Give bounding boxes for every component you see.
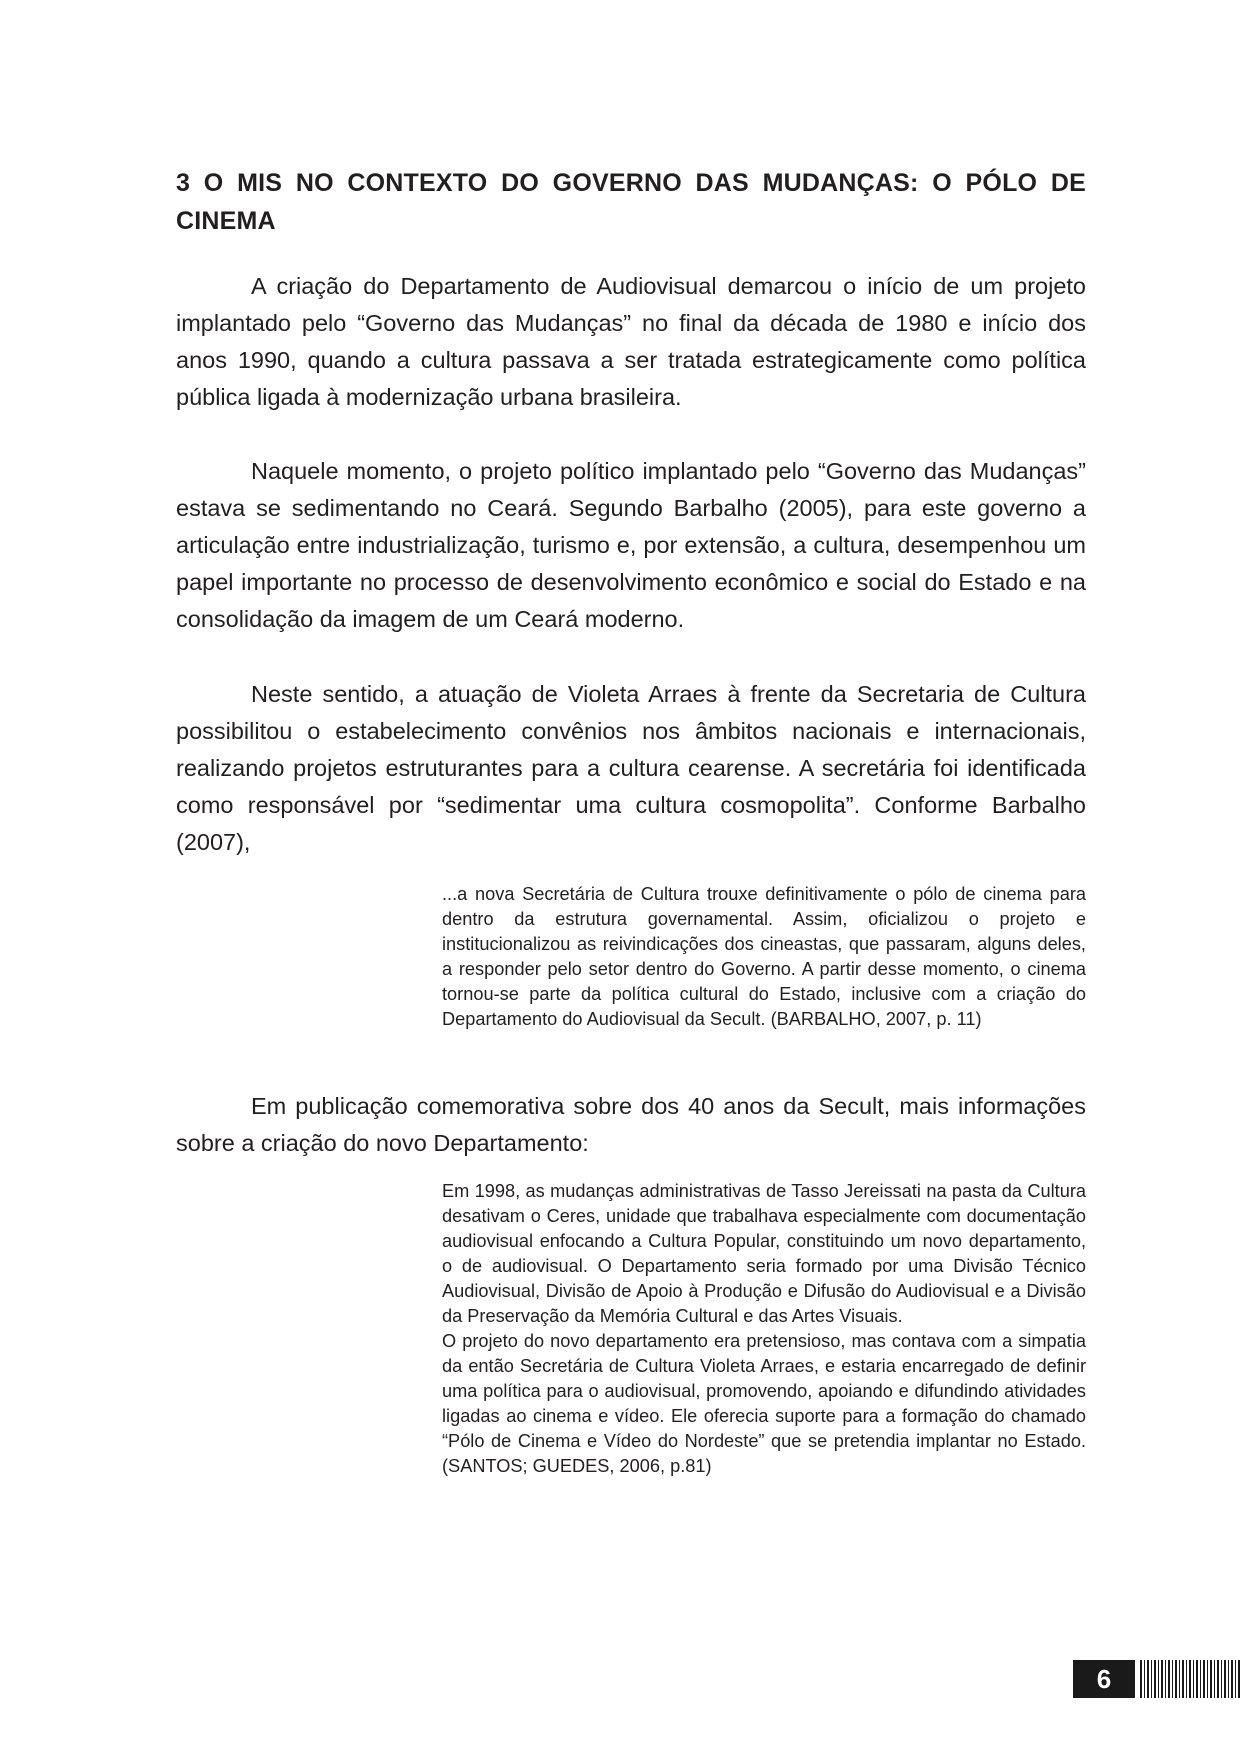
paragraph-1: A criação do Departamento de Audiovisual demarcou o início de um projeto implantado pelo “Governo das Mudanças” no final da década de 1980 e início dos anos 1990, quando a cultura passava a ser tratada estrategicamente como política pública ligada à modernização urbana brasileira. — [176, 273, 1086, 410]
section-heading: 3 O MIS NO CONTEXTO DO GOVERNO DAS MUDANÇAS: O PÓLO DE CINEMA — [176, 169, 1086, 235]
paragraph-4: Em publicação comemorativa sobre dos 40 anos da Secult, mais informações sobre a criação do novo Departamento: — [176, 1093, 1086, 1156]
paragraph-3: Neste sentido, a atuação de Violeta Arraes à frente da Secretaria de Cultura possibilitou o estabelecimento convênios nos âmbitos nacionais e internacionais, realizando projetos estruturantes para a cultura cearense. A secretária foi identificada como responsável por “sedimentar uma cultura cosmopolita”. Conforme Barbalho (2007), — [176, 681, 1086, 855]
barcode-decoration — [1138, 1660, 1241, 1698]
block-quote-2-text-b: O projeto do novo departamento era pretensioso, mas contava com a simpatia da então Secretária de Cultura Violeta Arraes, e estaria encarregado de definir uma política para o audiovisual, promovendo, apoiando e difundindo atividades ligadas ao cinema e vídeo. Ele oferecia suporte para a formação do chamado “Pólo de Cinema e Vídeo do Nordeste” que se pretendia implantar no Estado. (SANTOS; GUEDES, 2006, p.81) — [442, 1331, 1086, 1476]
page-number: 6 — [1073, 1660, 1135, 1698]
block-quote-2-text-a: Em 1998, as mudanças administrativas de Tasso Jereissati na pasta da Cultura desativam o Ceres, unidade que trabalhava especialmente com documentação audiovisual enfocando a Cultura Popular, constituindo um novo departamento, o de audiovisual. O Departamento seria formado por uma Divisão Técnico Audiovisual, Divisão de Apoio à Produção e Difusão do Audiovisual e a Divisão da Preservação da Memória Cultural e das Artes Visuais. — [442, 1181, 1086, 1326]
paragraph-2: Naquele momento, o projeto político implantado pelo “Governo das Mudanças” estava se sedimentando no Ceará. Segundo Barbalho (2005), para este governo a articulação entre industrialização, turismo e, por extensão, a cultura, desempenhou um papel importante no processo de desenvolvimento econômico e social do Estado e na consolidação da imagem de um Ceará moderno. — [176, 458, 1086, 632]
block-quote-1 — [442, 882, 1086, 1032]
block-quote-2 — [442, 1179, 1086, 1479]
block-quote-1-text: ...a nova Secretária de Cultura trouxe definitivamente o pólo de cinema para dentro da estrutura governamental. Assim, oficializou o projeto e institucionalizou as reivindicações dos cineastas, que passaram, alguns deles, a responder pelo setor dentro do Governo. A partir desse momento, o cinema tornou-se parte da política cultural do Estado, inclusive com a criação do Departamento do Audiovisual da Secult. (BARBALHO, 2007, p. 11) — [442, 884, 1086, 1029]
